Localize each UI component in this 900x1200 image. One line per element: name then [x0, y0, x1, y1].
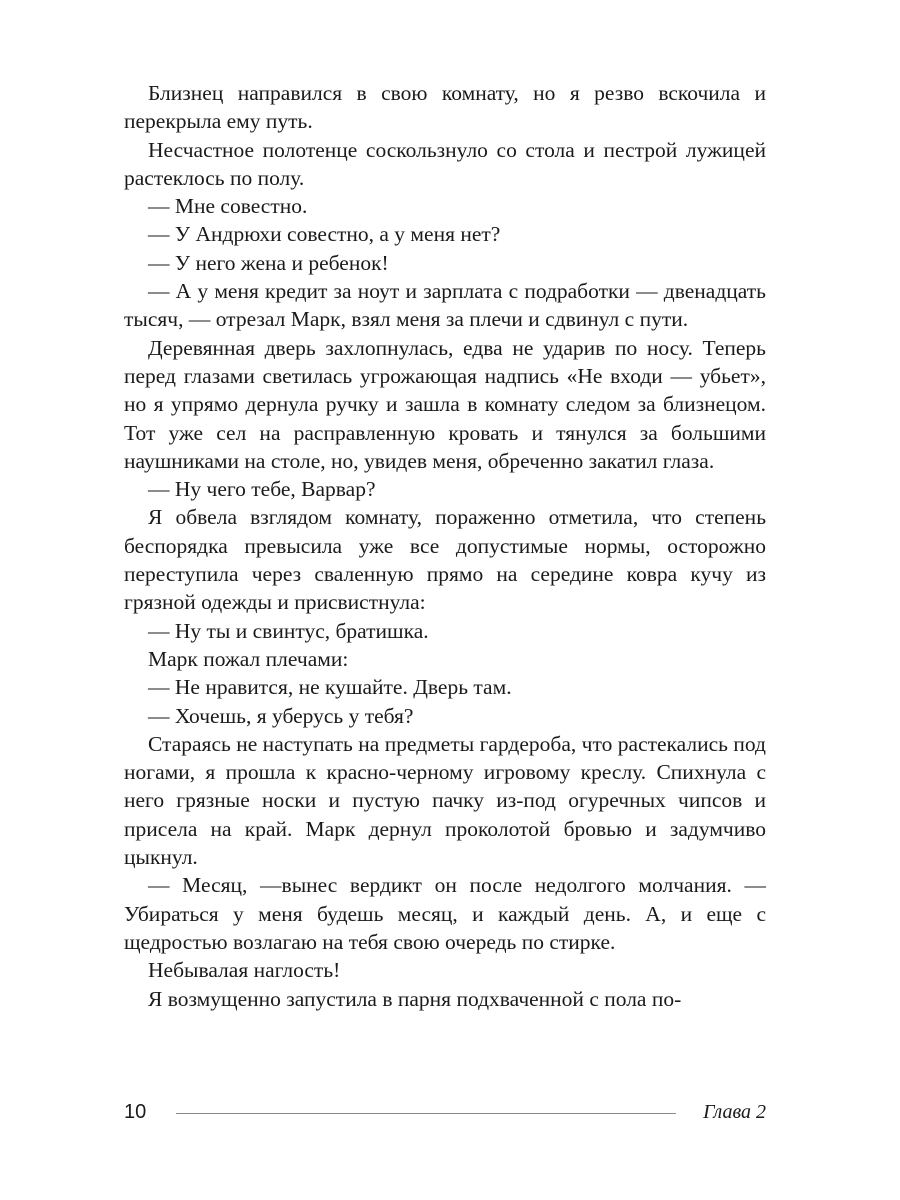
paragraph-15: — Месяц, —вынес вердикт он после недолгого молчания. — Убираться у меня будешь месяц, и каждый день. А, и еще с щедростью возлагаю на тебя свою очередь по стирке.: [124, 873, 766, 954]
paragraph-1: Близнец направился в свою комнату, но я резво вскочила и перекрыла ему путь.: [124, 81, 766, 134]
paragraph-10: — Ну ты и свинтус, братишка.: [148, 618, 429, 643]
paragraph-2: Несчастное полотенце соскользнуло со стола и пестрой лужицей растеклось по полу.: [124, 137, 766, 190]
paragraph-12: — Не нравится, не кушайте. Дверь там.: [148, 675, 512, 700]
body-text: [124, 79, 766, 1013]
page-number: 10: [124, 1101, 147, 1123]
paragraph-9: Я обвела взглядом комнату, пораженно отметила, что степень беспорядка превысила уже все допустимые нормы, осторожно переступила через сваленную прямо на середине ковра кучу из грязной одежды и присвистнула:: [124, 505, 766, 615]
paragraph-8: — Ну чего тебе, Варвар?: [148, 477, 376, 502]
paragraph-5: — У него жена и ребенок!: [148, 250, 389, 275]
paragraph-7: Деревянная дверь захлопнулась, едва не ударив по носу. Теперь перед глазами светилась угрожающая надпись «Не входи — убьет», но я упрямо дернула ручку и зашла в комнату следом за близнецом. Тот уже сел на расправленную кровать и тянулся за большими наушниками на столе, но, увидев меня, обреченно закатил глаза.: [124, 335, 766, 473]
paragraph-16: Небывалая наглость!: [148, 958, 341, 983]
paragraph-17: Я возмущенно запустила в парня подхваченной с пола по-: [148, 986, 682, 1011]
paragraph-11: Марк пожал плечами:: [148, 646, 349, 671]
paragraph-3: — Мне совестно.: [148, 194, 308, 219]
paragraph-14: Стараясь не наступать на предметы гардероба, что растекались под ногами, я прошла к красно-черному игровому креслу. Спихнула с него грязные носки и пустую пачку из-под огуречных чипсов и присела на край. Марк дернул проколотой бровью и задумчиво цыкнул.: [124, 731, 766, 870]
paragraph-6: — А у меня кредит за ноут и зарплата с подработки — двенадцать тысяч, — отрезал Марк, взял меня за плечи и сдвинул с пути.: [124, 279, 766, 332]
paragraph-13: — Хочешь, я уберусь у тебя?: [148, 703, 414, 728]
chapter-label: Глава 2: [703, 1101, 766, 1123]
page-footer: [124, 1101, 766, 1131]
paragraph-4: — У Андрюхи совестно, а у меня нет?: [148, 222, 501, 247]
footer-divider: [176, 1113, 676, 1114]
